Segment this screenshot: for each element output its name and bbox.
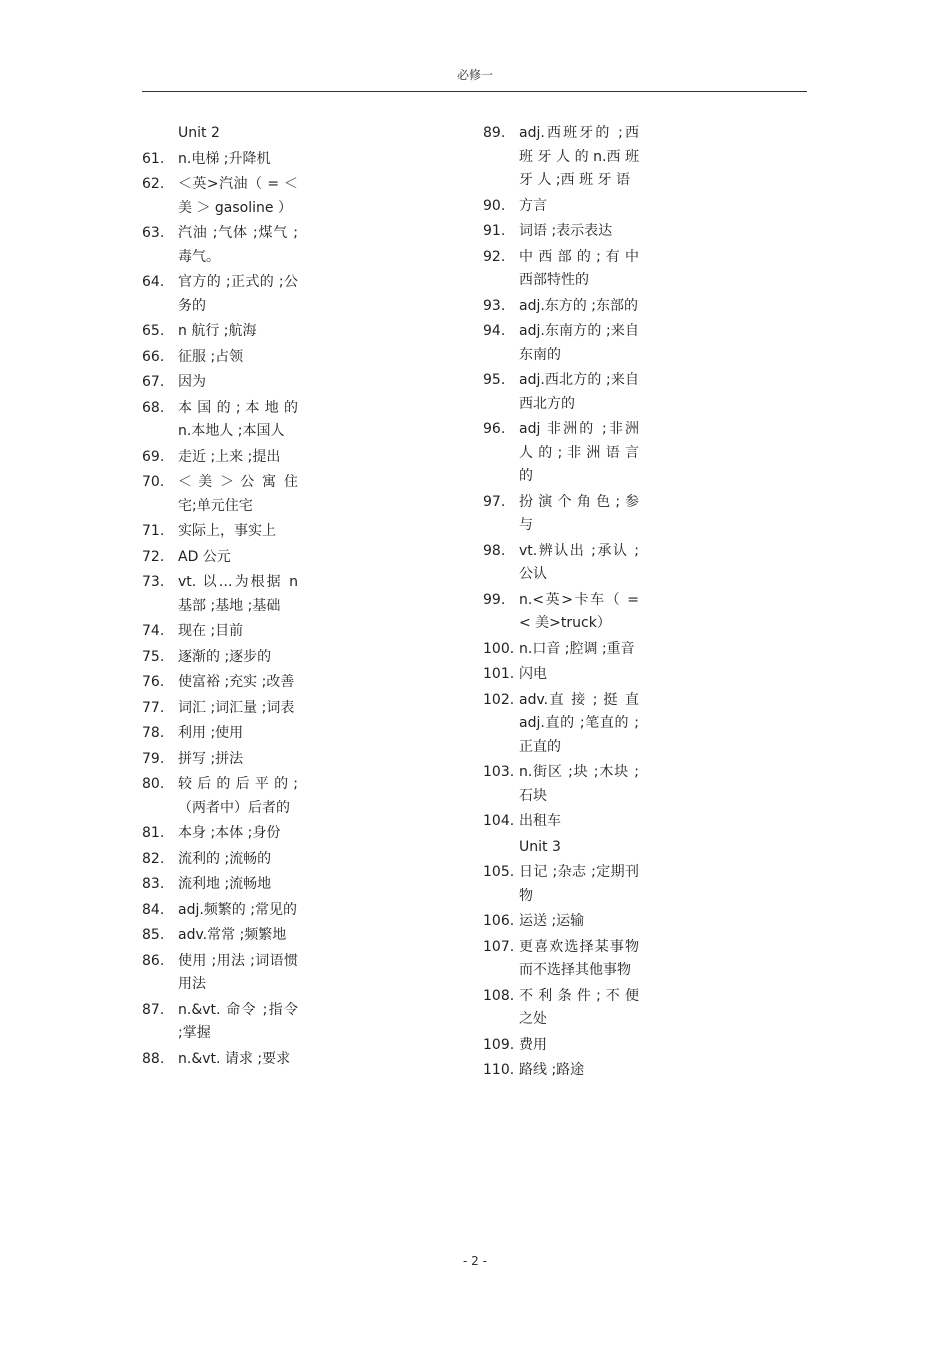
entry-number: 92. (483, 248, 506, 265)
vocab-entry (483, 195, 639, 219)
entry-number: 67. (142, 374, 165, 390)
entry-definition: 现在 ;目前 (178, 623, 244, 639)
entry-number: 70. (142, 474, 165, 490)
vocab-entry (142, 471, 298, 518)
vocab-entry (483, 418, 639, 489)
entry-number: 100. (483, 640, 515, 657)
entry-number: 106. (483, 913, 515, 929)
entry-definition: 流利的 ;流畅的 (178, 850, 272, 867)
entry-number: 65. (142, 323, 165, 339)
entry-number: 103. (483, 764, 515, 780)
entry-definition: 拼写 ;拼法 (178, 750, 244, 767)
entry-number: 79. (142, 750, 165, 767)
vocab-entry (142, 446, 298, 470)
entry-number: 75. (142, 648, 165, 665)
vocab-entry (483, 122, 639, 193)
entry-definition: 出租车 (519, 813, 561, 829)
entry-number: 61. (142, 150, 165, 167)
vocab-entry (142, 546, 298, 570)
entry-number: 99. (483, 591, 506, 608)
entry-number: 98. (483, 542, 506, 559)
entry-number: 89. (483, 125, 506, 141)
entry-number: 96. (483, 421, 506, 437)
entry-definition: adv.常常 ;频繁地 (178, 927, 287, 943)
vocab-entry (142, 271, 298, 318)
entry-number: 78. (142, 725, 165, 741)
vocab-entry (142, 222, 298, 269)
entry-definition: n 航行 ;航海 (178, 323, 257, 339)
entry-definition: adj.西北方的 ;来自西北方的 (519, 372, 639, 412)
vocab-entry (483, 761, 639, 808)
entry-definition: adj.东南方的 ;来自东南的 (519, 323, 639, 363)
vocab-entry (142, 148, 298, 172)
entry-definition: adj.频繁的 ;常见的 (178, 901, 297, 918)
entry-definition: adj 非洲的 ;非洲 人 的 ; 非 洲 语 言 的 (519, 421, 639, 484)
entry-definition: 闪电 (519, 666, 547, 682)
entry-number: 82. (142, 850, 165, 867)
entry-definition: 扮 演 个 角 色 ; 参 与 (519, 493, 639, 533)
vocab-entry (142, 899, 298, 923)
entry-definition: 走近 ;上来 ;提出 (178, 448, 281, 465)
entry-definition: 更喜欢选择某事物而不选择其他事物 (519, 938, 639, 978)
vocab-entry (142, 773, 298, 820)
entry-number: 93. (483, 297, 506, 314)
vocab-entry (142, 697, 298, 721)
entry-definition: 本身 ;本体 ;身份 (178, 825, 281, 841)
entry-number: 101. (483, 666, 515, 682)
entry-number: 68. (142, 399, 165, 416)
entry-number: 102. (483, 691, 515, 708)
vocab-entry (483, 295, 639, 319)
entry-definition: AD 公元 (178, 548, 231, 565)
vocab-entry (483, 246, 639, 293)
entry-definition: vt. 以…为根据 n 基部 ;基地 ;基础 (178, 574, 298, 614)
entry-definition: 征服 ;占领 (178, 348, 244, 365)
entry-number: 71. (142, 523, 165, 539)
entry-number: 84. (142, 901, 165, 918)
vocab-entry (142, 346, 298, 370)
entry-number: 62. (142, 176, 165, 192)
entry-definition: 使用 ;用法 ;词语惯用法 (178, 952, 298, 992)
entry-definition: 较 后 的 后 平 的 ;（两者中）后者的 (178, 776, 298, 816)
entry-number: 81. (142, 825, 165, 841)
entry-definition: n.电梯 ;升降机 (178, 150, 271, 167)
left-column (142, 122, 298, 1073)
entry-number: 85. (142, 927, 165, 943)
entry-number: 105. (483, 864, 515, 880)
entry-number: 77. (142, 699, 165, 716)
vocab-entry (142, 571, 298, 618)
entry-definition: 路线 ;路途 (519, 1062, 585, 1078)
vocab-entry (142, 722, 298, 746)
vocab-entry (483, 689, 639, 760)
entry-definition: 运送 ;运输 (519, 913, 585, 929)
entry-definition: n.<英>卡车（ =< 美>truck） (519, 591, 639, 631)
vocab-entry (483, 540, 639, 587)
entry-number: 107. (483, 938, 515, 955)
right-column (483, 122, 639, 1085)
vocab-entry (142, 873, 298, 897)
vocab-entry (142, 320, 298, 344)
entry-definition: 汽油 ;气体 ;煤气 ;毒气。 (178, 225, 298, 265)
vocab-entry (142, 924, 298, 948)
entry-number: 66. (142, 348, 165, 365)
vocab-entry (483, 369, 639, 416)
entry-definition: 利用 ;使用 (178, 725, 244, 741)
entry-definition: 不 利 条 件 ; 不 便 之处 (519, 987, 639, 1027)
entry-definition: 使富裕 ;充实 ;改善 (178, 674, 295, 690)
entry-definition: 本 国 的 ; 本 地 的 n.本地人 ;本国人 (178, 399, 298, 439)
entry-definition: 官方的 ;正式的 ;公务的 (178, 274, 298, 314)
entry-definition: 方言 (519, 197, 547, 214)
entry-number: 90. (483, 197, 506, 214)
entry-number: 72. (142, 548, 165, 565)
vocab-entry (483, 810, 639, 834)
entry-number: 76. (142, 674, 165, 690)
vocab-entry (142, 397, 298, 444)
vocab-entry (142, 848, 298, 872)
vocab-entry (483, 910, 639, 934)
entry-definition: 词语 ;表示表达 (519, 223, 613, 239)
entry-definition: ＜英>汽油（ = ＜ 美 ＞ gasoline ） (178, 176, 298, 216)
entry-definition: adj.西班牙的 ;西 班 牙 人 的 n.西 班 牙 人 ;西 班 牙 语 (519, 125, 639, 188)
entry-definition: 因为 (178, 374, 206, 390)
entry-number: 86. (142, 952, 165, 969)
entry-definition: adj.东方的 ;东部的 (519, 297, 638, 314)
entry-definition: 词汇 ;词汇量 ;词表 (178, 699, 295, 716)
vocab-entry (483, 638, 639, 662)
entry-number: 97. (483, 493, 506, 510)
unit-heading (483, 836, 639, 860)
entry-definition: adv.直 接 ; 挺 直 adj.直的 ;笔直的 ;正直的 (519, 691, 639, 755)
vocab-entry (483, 1034, 639, 1058)
entry-definition: 中 西 部 的 ; 有 中 西部特性的 (519, 248, 639, 288)
vocab-entry (142, 950, 298, 997)
entry-number: 95. (483, 372, 506, 388)
vocab-entry (483, 1059, 639, 1083)
unit-heading (142, 122, 298, 146)
entry-definition: Unit 2 (178, 125, 220, 141)
vocab-entry (483, 320, 639, 367)
vocab-entry (483, 936, 639, 983)
entry-definition: Unit 3 (519, 838, 561, 855)
vocab-entry (142, 1048, 298, 1072)
entry-definition: 日记 ;杂志 ;定期刊物 (519, 864, 639, 904)
vocab-entry (483, 491, 639, 538)
entry-definition: vt.辨认出 ;承认 ;公认 (519, 542, 639, 582)
entry-definition: 费用 (519, 1036, 547, 1053)
entry-definition: 实际上，事实上 (178, 523, 276, 539)
entry-number: 109. (483, 1036, 515, 1053)
entry-number: 88. (142, 1050, 165, 1067)
entry-number: 110. (483, 1062, 515, 1078)
entry-number: 87. (142, 1001, 165, 1018)
entry-definition: n.&vt. 请求 ;要求 (178, 1050, 291, 1067)
entry-definition: ＜ 美 ＞ 公 寓 住 宅;单元住宅 (178, 474, 298, 514)
vocab-entry (142, 646, 298, 670)
vocab-entry (142, 371, 298, 395)
entry-number: 83. (142, 876, 165, 892)
entry-number: 104. (483, 813, 515, 829)
page-number: - 2 - (463, 1254, 487, 1268)
entry-number: 69. (142, 448, 165, 465)
entry-number: 108. (483, 987, 515, 1004)
entry-definition: 逐渐的 ;逐步的 (178, 648, 272, 665)
vocab-entry (142, 822, 298, 846)
vocab-entry (142, 671, 298, 695)
entry-definition: n.街区 ;块 ;木块 ;石块 (519, 764, 639, 804)
vocab-entry (142, 520, 298, 544)
vocab-entry (142, 748, 298, 772)
vocab-entry (142, 173, 298, 220)
vocab-entry (142, 620, 298, 644)
page-header: 必修一 (456, 68, 493, 82)
entry-definition: n.&vt. 命令 ;指令 ;掌握 (178, 1001, 298, 1041)
vocab-entry (483, 861, 639, 908)
entry-number: 94. (483, 323, 506, 339)
entry-number: 64. (142, 274, 165, 290)
vocab-entry (483, 220, 639, 244)
header-rule (142, 91, 807, 92)
vocab-entry (483, 985, 639, 1032)
entry-definition: n.口音 ;腔调 ;重音 (519, 640, 635, 657)
entry-number: 73. (142, 574, 165, 590)
entry-number: 74. (142, 623, 165, 639)
entry-definition: 流利地 ;流畅地 (178, 876, 272, 892)
entry-number: 80. (142, 776, 165, 792)
vocab-entry (483, 589, 639, 636)
vocab-entry (142, 999, 298, 1046)
entry-number: 63. (142, 225, 165, 241)
entry-number: 91. (483, 223, 506, 239)
vocab-entry (483, 663, 639, 687)
